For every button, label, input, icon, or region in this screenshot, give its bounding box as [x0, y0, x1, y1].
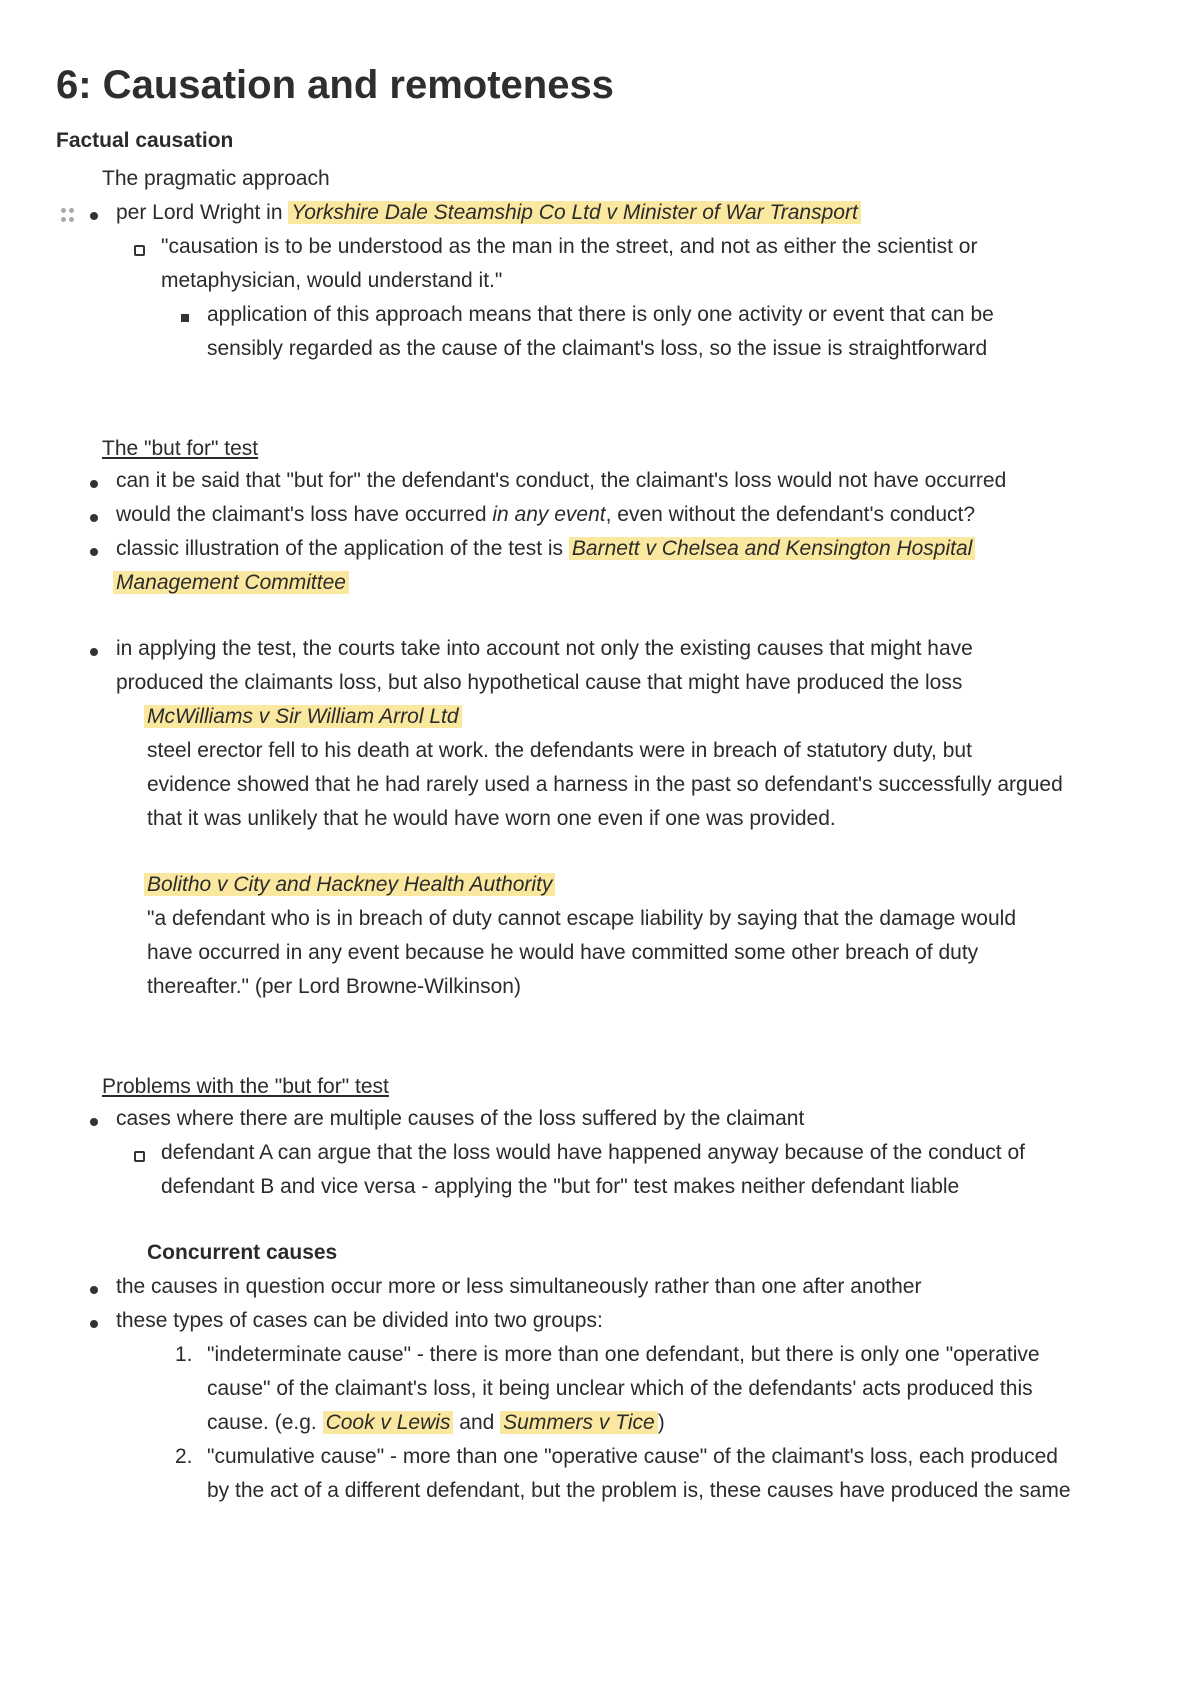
bullet-icon	[90, 514, 98, 522]
list-item-continuation	[113, 568, 349, 598]
sub-list-item: defendant B and vice versa - applying the "but for" test makes neither defendant liable	[161, 1175, 960, 1198]
case-highlight-summers: Summers v Tice	[500, 1411, 658, 1434]
square-bullet-icon	[181, 314, 189, 322]
list-item: these types of cases can be divided into two groups:	[116, 1309, 603, 1332]
numbered-item-text: cause. (e.g.	[207, 1411, 323, 1434]
bullet-icon	[90, 1118, 98, 1126]
case-highlight-cook: Cook v Lewis	[323, 1411, 454, 1434]
subheading-problems: Problems with the "but for" test	[102, 1075, 389, 1098]
quote-line: metaphysician, would understand it."	[161, 269, 503, 292]
list-item: the causes in question occur more or less simultaneously rather than one after another	[116, 1275, 922, 1298]
list-item: cases where there are multiple causes of the loss suffered by the claimant	[116, 1107, 805, 1130]
case-block-mcwilliams	[144, 702, 462, 732]
subheading-but-for-test: The "but for" test	[102, 437, 259, 460]
case-quote: have occurred in any event because he would have committed some other breach of duty	[147, 941, 979, 964]
list-item	[116, 500, 975, 530]
numbered-item-text: and	[453, 1411, 501, 1434]
case-block-bolitho	[144, 870, 555, 900]
list-item	[116, 534, 975, 564]
list-item-text: per Lord Wright in	[116, 201, 289, 224]
sub-bullet-icon	[134, 1151, 145, 1162]
application-note: application of this approach means that there is only one activity or event that can be	[207, 303, 994, 326]
pragmatic-approach-label: The pragmatic approach	[102, 167, 330, 190]
list-item-text: classic illustration of the application of the test is	[116, 537, 569, 560]
numbered-item	[207, 1408, 665, 1438]
emphasis-text: in any event	[492, 503, 606, 526]
case-highlight-barnett: Barnett v Chelsea and Kensington Hospital	[569, 537, 975, 560]
numbered-item: "indeterminate cause" - there is more than one defendant, but there is only one "operative	[207, 1343, 1040, 1366]
quote-line: "causation is to be understood as the man in the street, and not as either the scientist or	[161, 235, 978, 258]
list-item: can it be said that "but for" the defendant's conduct, the claimant's loss would not have occurred	[116, 469, 1007, 492]
drag-handle-icon[interactable]	[61, 208, 75, 222]
numbered-item: cause" of the claimant's loss, it being unclear which of the defendants' acts produced this	[207, 1377, 1033, 1400]
numbered-item: "cumulative cause" - more than one "operative cause" of the claimant's loss, each produced	[207, 1445, 1058, 1468]
bullet-icon	[90, 212, 98, 220]
case-quote: "a defendant who is in breach of duty cannot escape liability by saying that the damage would	[147, 907, 1017, 930]
bullet-icon	[90, 1286, 98, 1294]
case-highlight-yorkshire-dale: Yorkshire Dale Steamship Co Ltd v Minister of War Transport	[288, 201, 860, 224]
bullet-icon	[90, 648, 98, 656]
list-item: produced the claimants loss, but also hypothetical cause that might have produced the loss	[116, 671, 963, 694]
list-item-text: would the claimant's loss have occurred	[116, 503, 493, 526]
page-title: 6: Causation and remoteness	[56, 63, 614, 107]
list-item-text: , even without the defendant's conduct?	[605, 503, 976, 526]
numbered-item: by the act of a different defendant, but the problem is, these causes have produced the same	[207, 1479, 1071, 1502]
list-number: 2.	[175, 1445, 193, 1468]
bullet-icon	[90, 480, 98, 488]
numbered-item-text: )	[657, 1411, 665, 1434]
case-description: steel erector fell to his death at work. the defendants were in breach of statutory duty, but	[147, 739, 972, 762]
case-description: evidence showed that he had rarely used a harness in the past so defendant's successfully argued	[147, 773, 1063, 796]
list-number: 1.	[175, 1343, 193, 1366]
bullet-icon	[90, 548, 98, 556]
application-note: sensibly regarded as the cause of the claimant's loss, so the issue is straightforward	[207, 337, 988, 360]
list-item-lord-wright	[116, 198, 861, 228]
case-highlight-barnett: Management Committee	[113, 571, 349, 594]
list-item: in applying the test, the courts take into account not only the existing causes that might have	[116, 637, 973, 660]
section-heading-factual-causation: Factual causation	[56, 129, 234, 152]
subheading-concurrent-causes: Concurrent causes	[147, 1241, 338, 1264]
case-quote: thereafter." (per Lord Browne-Wilkinson)	[147, 975, 521, 998]
case-highlight-bolitho: Bolitho v City and Hackney Health Authority	[144, 873, 555, 896]
sub-list-item: defendant A can argue that the loss would have happened anyway because of the conduct of	[161, 1141, 1025, 1164]
sub-bullet-icon	[134, 245, 145, 256]
bullet-icon	[90, 1320, 98, 1328]
case-highlight-mcwilliams: McWilliams v Sir William Arrol Ltd	[144, 705, 462, 728]
case-description: that it was unlikely that he would have worn one even if one was provided.	[147, 807, 836, 830]
